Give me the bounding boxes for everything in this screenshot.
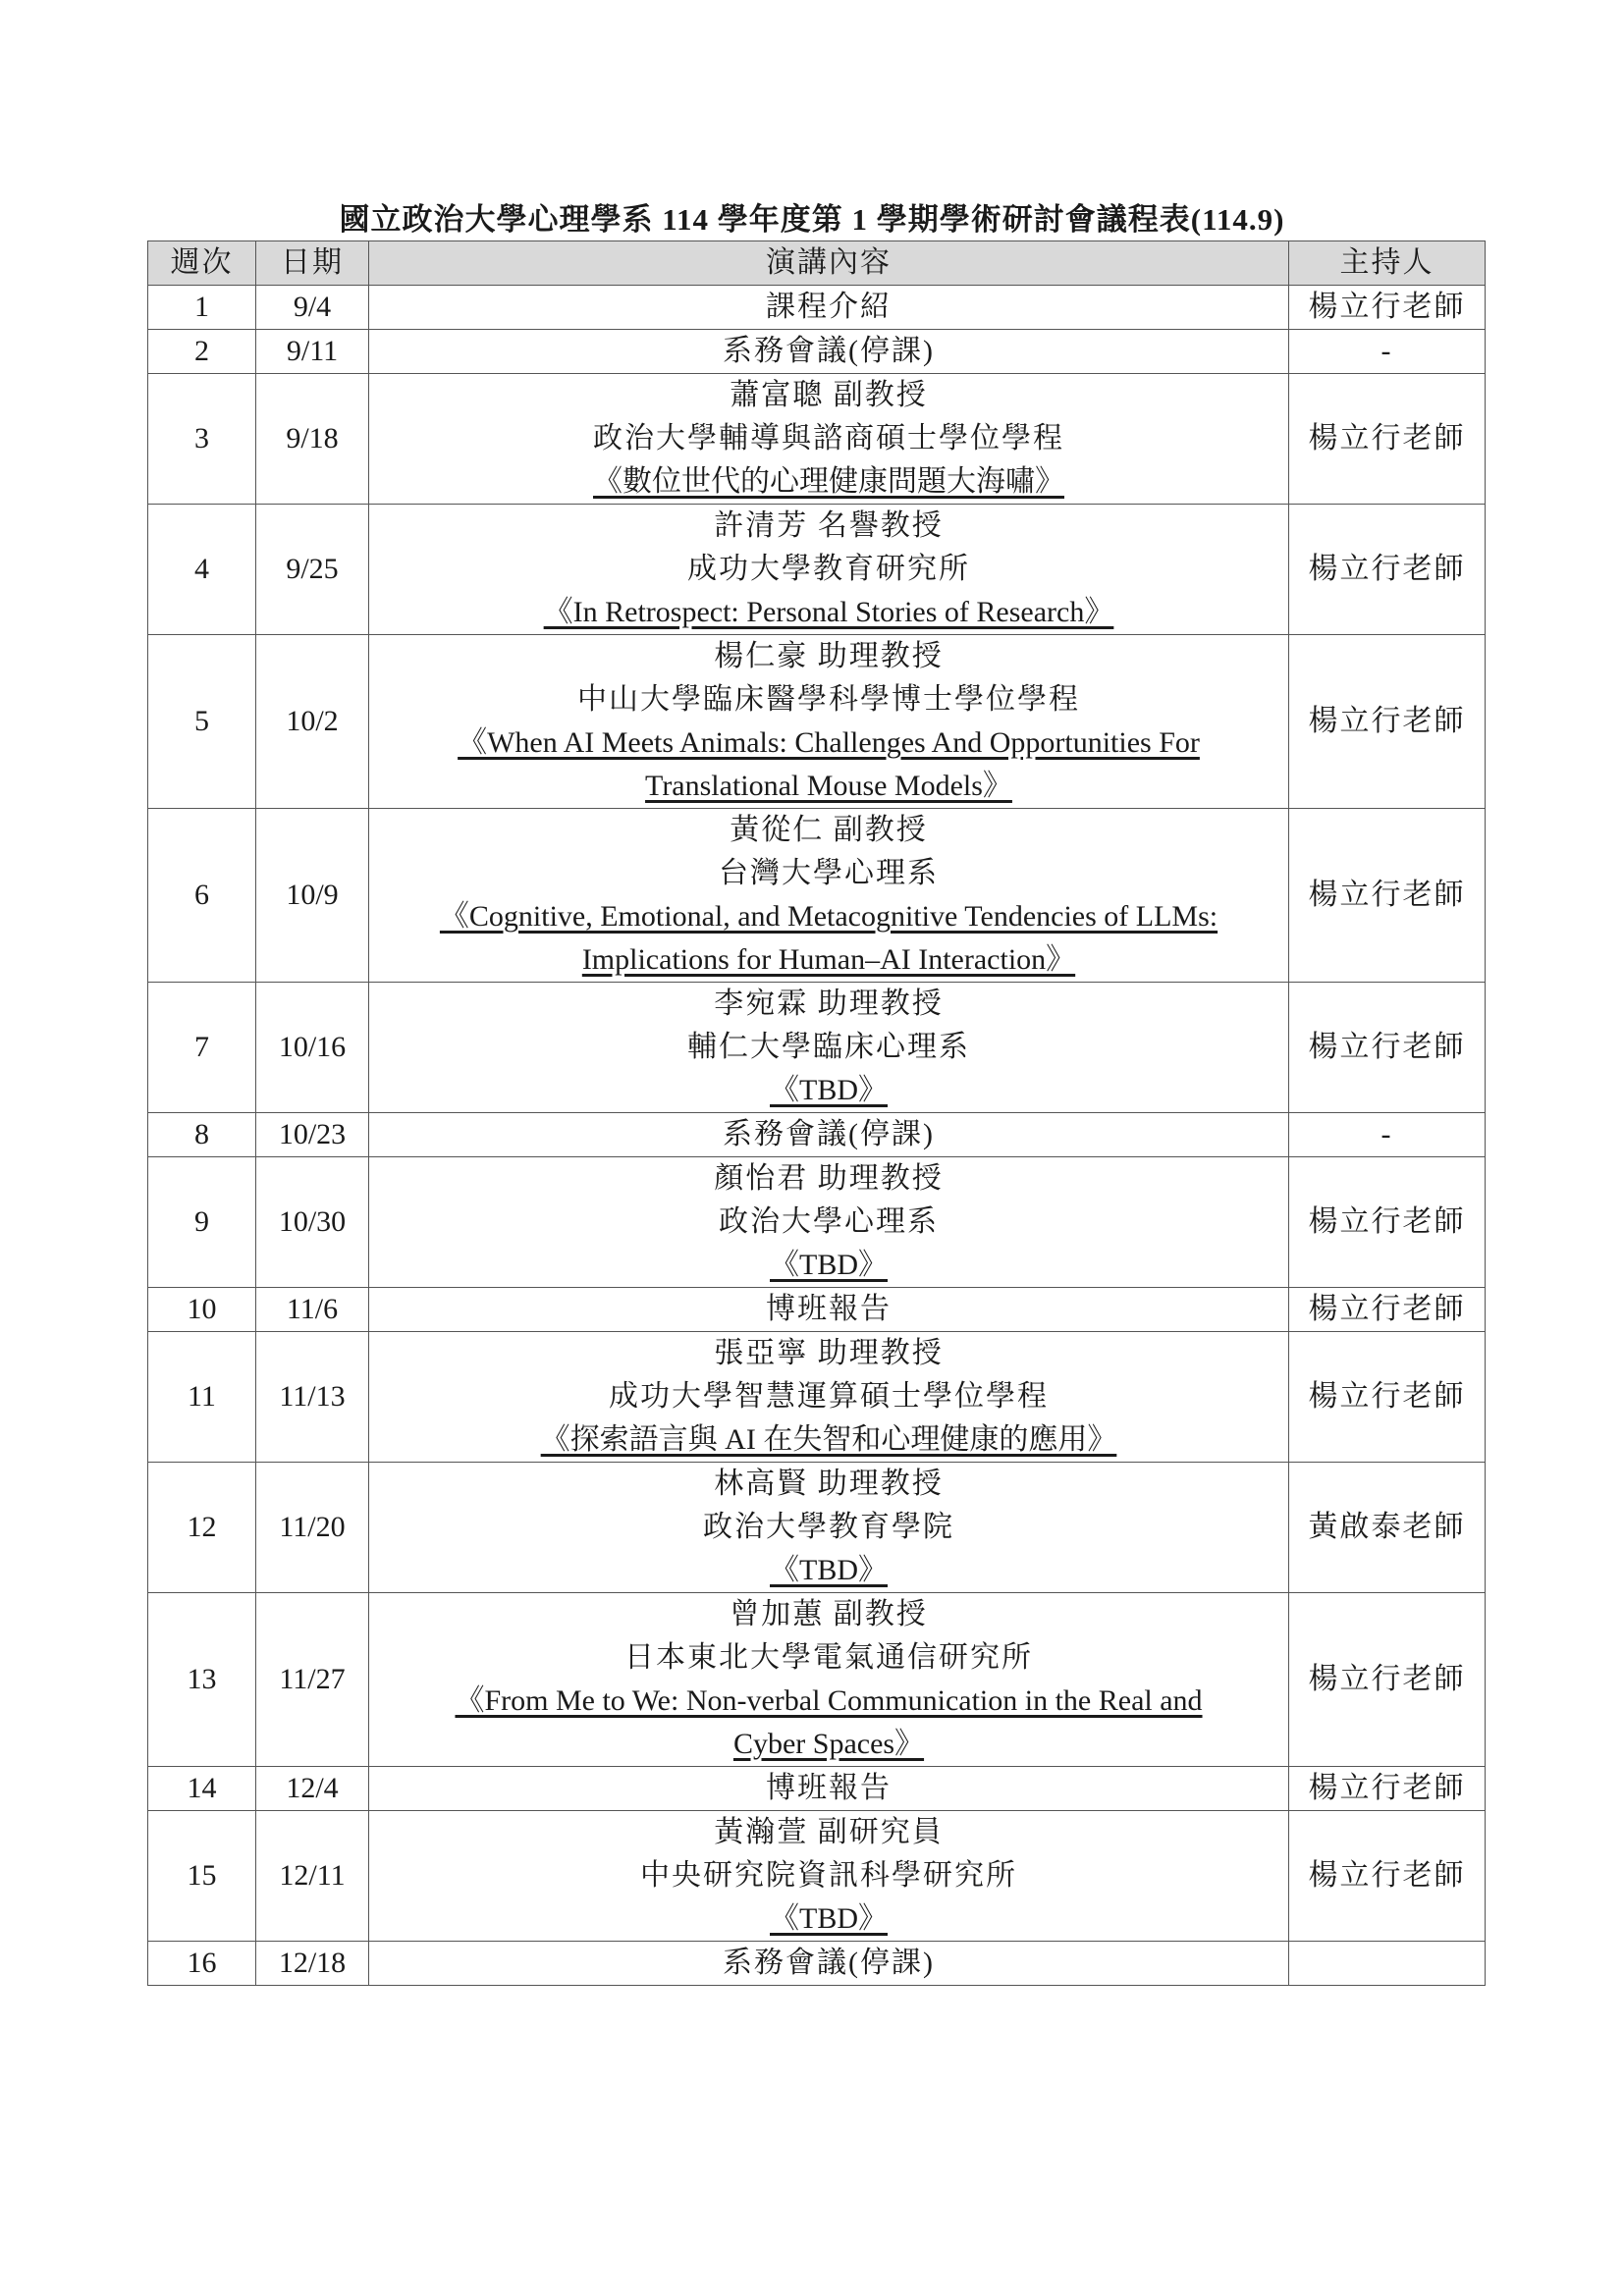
host-cell: 楊立行老師 <box>1289 505 1486 635</box>
talk-title: Implications for Human–AI Interaction》 <box>581 943 1076 976</box>
date-cell: 11/13 <box>256 1332 369 1463</box>
content-cell <box>369 1288 1289 1332</box>
talk-title: 《探索語言與 AI 在失智和心理健康的應用》 <box>540 1423 1117 1456</box>
event-text: 課程介紹 <box>766 291 892 323</box>
date-cell: 10/30 <box>256 1157 369 1288</box>
speaker-affiliation: 政治大學心理系 <box>719 1205 939 1238</box>
table-row <box>148 1332 1486 1463</box>
date-cell: 10/2 <box>256 635 369 809</box>
table-row <box>148 809 1486 983</box>
table-row <box>148 983 1486 1113</box>
speaker-name: 許清芳 名譽教授 <box>714 509 944 542</box>
date-cell: 9/11 <box>256 330 369 374</box>
host-cell: 楊立行老師 <box>1289 635 1486 809</box>
speaker-name: 楊仁豪 助理教授 <box>714 640 944 672</box>
speaker-name: 黃瀚萱 副研究員 <box>714 1816 944 1848</box>
week-cell: 4 <box>148 505 256 635</box>
date-cell: 10/23 <box>256 1113 369 1157</box>
host-cell: 楊立行老師 <box>1289 1157 1486 1288</box>
date-cell: 11/6 <box>256 1288 369 1332</box>
host-cell: - <box>1289 1113 1486 1157</box>
date-cell: 10/16 <box>256 983 369 1113</box>
content-cell <box>369 1767 1289 1811</box>
speaker-name: 李宛霖 助理教授 <box>714 988 944 1020</box>
date-cell: 11/27 <box>256 1593 369 1767</box>
week-cell: 10 <box>148 1288 256 1332</box>
talk-title: Translational Mouse Models》 <box>645 770 1012 802</box>
event-text: 博班報告 <box>766 1293 892 1325</box>
header-week: 週次 <box>148 241 256 286</box>
header-row <box>148 241 1486 286</box>
speaker-name: 顏怡君 助理教授 <box>714 1162 944 1195</box>
host-cell: - <box>1289 330 1486 374</box>
content-cell <box>369 1942 1289 1986</box>
date-cell: 12/18 <box>256 1942 369 1986</box>
talk-title: 《When AI Meets Animals: Challenges And Opportunities For <box>458 726 1200 759</box>
content-cell <box>369 1463 1289 1593</box>
week-cell: 15 <box>148 1811 256 1942</box>
content-cell <box>369 1811 1289 1942</box>
speaker-affiliation: 成功大學教育研究所 <box>687 553 970 585</box>
table-row <box>148 1463 1486 1593</box>
week-cell: 1 <box>148 286 256 330</box>
content-cell <box>369 1332 1289 1463</box>
event-text: 系務會議(停課) <box>723 335 935 367</box>
week-cell: 6 <box>148 809 256 983</box>
host-cell <box>1289 1942 1486 1986</box>
talk-title: 《數位世代的心理健康問題大海嘯》 <box>593 465 1064 498</box>
speaker-name: 林高賢 助理教授 <box>714 1468 944 1500</box>
content-cell <box>369 1113 1289 1157</box>
date-cell: 9/25 <box>256 505 369 635</box>
schedule-body <box>148 286 1486 1986</box>
content-cell <box>369 1157 1289 1288</box>
host-cell: 楊立行老師 <box>1289 1811 1486 1942</box>
table-row <box>148 1767 1486 1811</box>
week-cell: 8 <box>148 1113 256 1157</box>
content-cell <box>369 1593 1289 1767</box>
week-cell: 12 <box>148 1463 256 1593</box>
table-row <box>148 286 1486 330</box>
host-cell: 楊立行老師 <box>1289 1288 1486 1332</box>
week-cell: 2 <box>148 330 256 374</box>
content-cell <box>369 330 1289 374</box>
talk-title: 《TBD》 <box>770 1249 888 1281</box>
speaker-affiliation: 成功大學智慧運算碩士學位學程 <box>609 1380 1049 1413</box>
talk-title: 《TBD》 <box>770 1554 888 1586</box>
table-row <box>148 1288 1486 1332</box>
talk-title: 《In Retrospect: Personal Stories of Research》 <box>543 596 1114 628</box>
event-text: 系務會議(停課) <box>723 1118 935 1150</box>
schedule-table <box>147 240 1486 1986</box>
speaker-name: 黃從仁 副教授 <box>730 814 928 846</box>
date-cell: 9/18 <box>256 374 369 505</box>
week-cell: 14 <box>148 1767 256 1811</box>
speaker-name: 張亞寧 助理教授 <box>714 1337 944 1369</box>
content-cell <box>369 635 1289 809</box>
week-cell: 11 <box>148 1332 256 1463</box>
speaker-affiliation: 輔仁大學臨床心理系 <box>687 1031 970 1063</box>
table-row <box>148 1942 1486 1986</box>
host-cell: 楊立行老師 <box>1289 374 1486 505</box>
host-cell: 楊立行老師 <box>1289 286 1486 330</box>
speaker-affiliation: 政治大學教育學院 <box>703 1511 954 1543</box>
talk-title: 《From Me to We: Non-verbal Communication in the Real and <box>455 1684 1203 1717</box>
content-cell <box>369 505 1289 635</box>
content-cell <box>369 809 1289 983</box>
host-cell: 楊立行老師 <box>1289 809 1486 983</box>
host-cell: 楊立行老師 <box>1289 983 1486 1113</box>
date-cell: 11/20 <box>256 1463 369 1593</box>
page-title: 國立政治大學心理學系 114 學年度第 1 學期學術研討會議程表(114.9) <box>339 202 1285 237</box>
date-cell: 12/4 <box>256 1767 369 1811</box>
week-cell: 9 <box>148 1157 256 1288</box>
table-row <box>148 1157 1486 1288</box>
table-row <box>148 1113 1486 1157</box>
header-content: 演講內容 <box>369 241 1289 286</box>
speaker-affiliation: 台灣大學心理系 <box>719 857 939 889</box>
week-cell: 3 <box>148 374 256 505</box>
host-cell: 楊立行老師 <box>1289 1332 1486 1463</box>
speaker-affiliation: 中山大學臨床醫學科學博士學位學程 <box>577 683 1080 716</box>
speaker-name: 蕭富聰 副教授 <box>730 379 928 411</box>
talk-title: 《Cognitive, Emotional, and Metacognitive Tendencies of LLMs: <box>439 900 1218 933</box>
host-cell: 黃啟泰老師 <box>1289 1463 1486 1593</box>
content-cell <box>369 374 1289 505</box>
event-text: 系務會議(停課) <box>723 1947 935 1979</box>
content-cell <box>369 286 1289 330</box>
date-cell: 10/9 <box>256 809 369 983</box>
talk-title: Cyber Spaces》 <box>732 1728 925 1760</box>
host-cell: 楊立行老師 <box>1289 1593 1486 1767</box>
header-date: 日期 <box>256 241 369 286</box>
event-text: 博班報告 <box>766 1772 892 1804</box>
speaker-name: 曾加蕙 副教授 <box>730 1598 928 1630</box>
week-cell: 5 <box>148 635 256 809</box>
talk-title: 《TBD》 <box>770 1074 888 1106</box>
date-cell: 9/4 <box>256 286 369 330</box>
table-row <box>148 374 1486 505</box>
content-cell <box>369 983 1289 1113</box>
table-row <box>148 1593 1486 1767</box>
header-host: 主持人 <box>1289 241 1486 286</box>
speaker-affiliation: 中央研究院資訊科學研究所 <box>640 1859 1017 1892</box>
week-cell: 16 <box>148 1942 256 1986</box>
table-row <box>148 635 1486 809</box>
table-row <box>148 330 1486 374</box>
table-row <box>148 1811 1486 1942</box>
date-cell: 12/11 <box>256 1811 369 1942</box>
talk-title: 《TBD》 <box>770 1902 888 1935</box>
week-cell: 13 <box>148 1593 256 1767</box>
table-row <box>148 505 1486 635</box>
week-cell: 7 <box>148 983 256 1113</box>
speaker-affiliation: 政治大學輔導與諮商碩士學位學程 <box>593 422 1064 454</box>
host-cell: 楊立行老師 <box>1289 1767 1486 1811</box>
speaker-affiliation: 日本東北大學電氣通信研究所 <box>624 1641 1033 1674</box>
